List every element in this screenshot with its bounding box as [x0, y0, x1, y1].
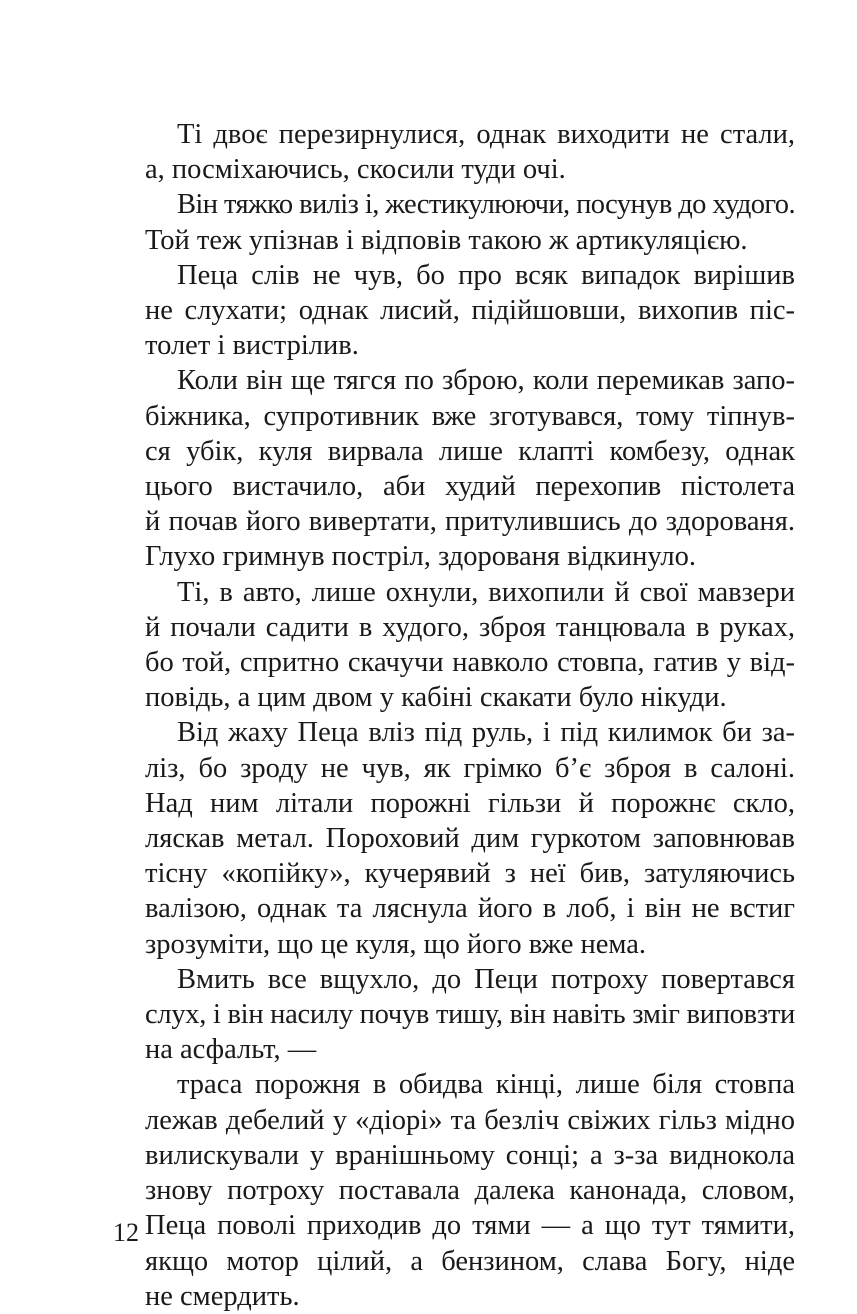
text-line: Від жаху Пеца вліз під руль, і під килимок би за-	[177, 717, 795, 749]
text-line: траса порожня в обидва кінці, лише біля стовпа	[177, 1069, 795, 1101]
paragraph-7	[113, 962, 795, 1068]
text-line: толет і вистрілив.	[145, 330, 359, 362]
page-body	[113, 117, 795, 1314]
text-line: ляскав метал. Пороховий дим гуркотом заповнював	[145, 823, 795, 855]
text-line: а, посміхаючись, скосили туди очі.	[145, 154, 566, 186]
text-line: Він тяжко виліз і, жестикулюючи, посунув до худого.	[177, 189, 795, 221]
paragraph-5	[113, 575, 795, 716]
text-line: бо той, спритно скачучи навколо стовпа, гатив у від-	[145, 647, 795, 679]
text-line: повідь, а цим двом у кабіні скакати було нікуди.	[145, 682, 727, 714]
text-line: ліз, бо зроду не чув, як грімко б’є зброя в салоні.	[145, 752, 795, 784]
text-line: зрозуміти, що це куля, що його вже нема.	[145, 928, 646, 960]
text-line: не смердить.	[145, 1280, 300, 1312]
text-line: якщо мотор цілий, а бензином, слава Богу, ніде	[145, 1245, 795, 1277]
page-number: 12	[113, 1218, 139, 1247]
text-line: цього вистачило, аби худий перехопив пістолета	[145, 471, 795, 503]
text-line: Над ним літали порожні гільзи й порожнє скло,	[145, 787, 795, 819]
text-line: Вмить все вщухло, до Пеци потроху повертався	[177, 963, 795, 995]
text-line: Ті, в авто, лише охнули, вихопили й свої мавзери	[177, 576, 795, 608]
text-line: Ті двоє перезирнулися, однак виходити не стали,	[177, 119, 795, 150]
paragraph-4	[113, 363, 795, 574]
text-line: не слухати; однак лисий, підійшовши, вихопив піс-	[145, 295, 795, 327]
paragraph-2	[113, 187, 795, 257]
text-line: Той теж упізнав і відповів такою ж артикуляцією.	[145, 224, 748, 256]
text-line: біжника, супротивник вже зготувався, тому тіпнув-	[145, 400, 795, 432]
text-line: Коли він ще тягся по зброю, коли перемикав запо-	[177, 365, 795, 397]
text-line: на асфальт, —	[145, 1034, 317, 1066]
paragraph-8	[113, 1067, 795, 1313]
text-line: Глухо гримнув постріл, здорованя відкинуло.	[145, 541, 696, 573]
text-line: тісну «копійку», кучерявий з неї бив, затуляючись	[145, 858, 795, 890]
text-line: вилискували у вранішньому сонці; а з-за виднокола	[145, 1139, 795, 1171]
text-line: лежав дебелий у «діорі» та безліч свіжих гільз мідно	[145, 1104, 795, 1136]
text-line: Пеца слів не чув, бо про всяк випадок вирішив	[177, 259, 795, 291]
text-line: Пеца поволі приходив до тями — а що тут тямити,	[145, 1210, 795, 1242]
paragraph-3	[113, 258, 795, 364]
text-line: валізою, однак та ляснула його в лоб, і він не встиг	[145, 893, 795, 925]
text-line: слух, і він насилу почув тишу, він навіть зміг виповзти	[145, 999, 795, 1031]
text-line: ся убік, куля вирвала лише клапті комбезу, однак	[145, 435, 795, 467]
text-line: й почали садити в худого, зброя танцювала в руках,	[145, 611, 795, 643]
text-line: знову потроху поставала далека канонада, словом,	[145, 1175, 795, 1207]
paragraph-6	[113, 715, 795, 961]
text-line: й почав його вивертати, притулившись до здорованя.	[145, 506, 795, 538]
paragraph-1	[113, 117, 795, 187]
